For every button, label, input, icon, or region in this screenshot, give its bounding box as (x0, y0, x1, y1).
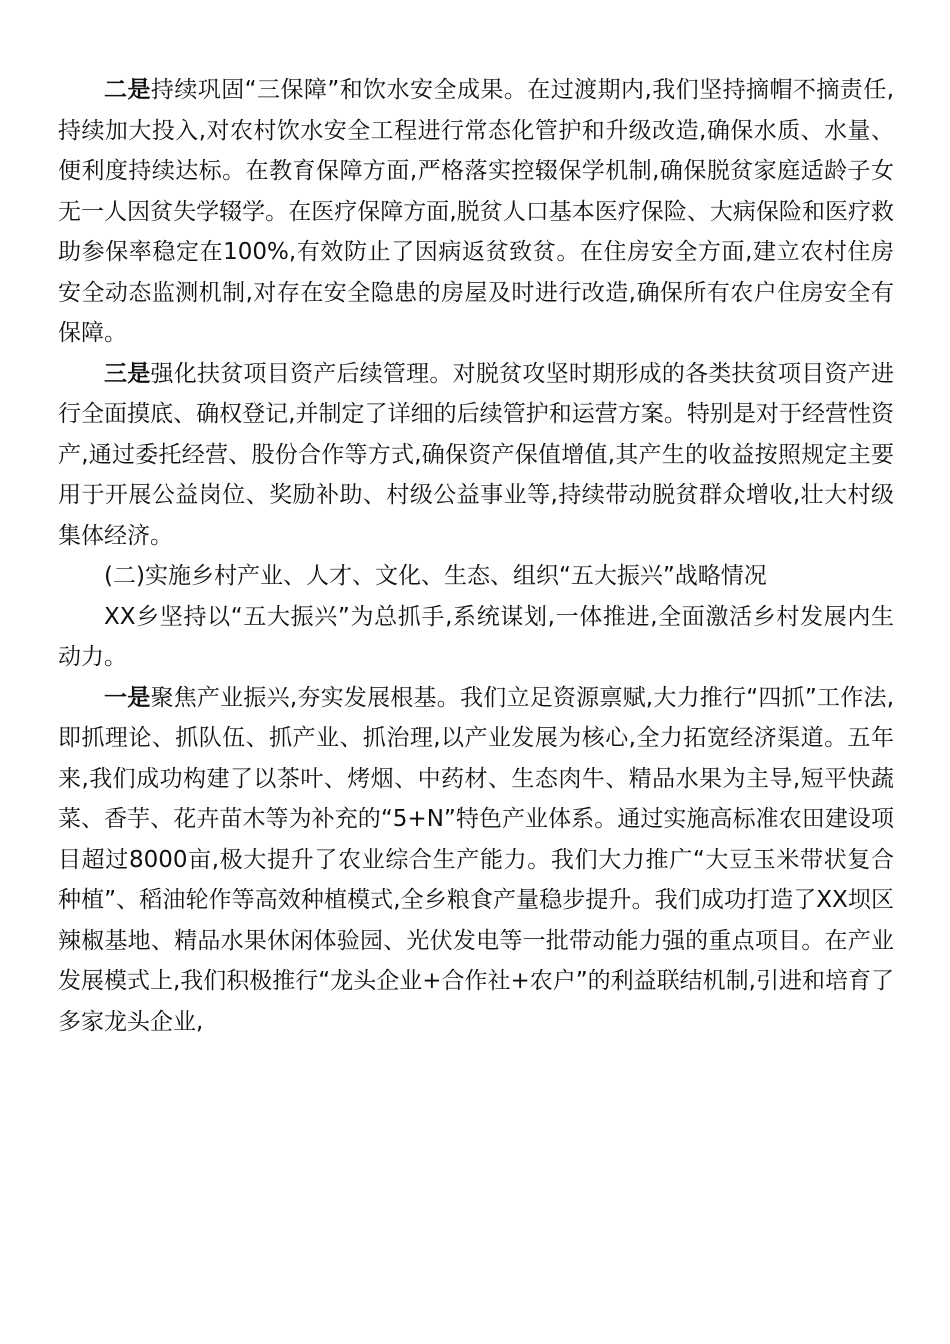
section-heading-text: (二)实施乡村产业、人才、文化、生态、组织“五大振兴”战略情况 (104, 563, 767, 589)
paragraph-text: XX乡坚持以“五大振兴”为总抓手,系统谋划,一体推进,全面激活乡村发展内生动力。 (58, 603, 894, 670)
paragraph-text: 持续巩固“三保障”和饮水安全成果。在过渡期内,我们坚持摘帽不摘责任,持续加大投入,对农村饮水安全工程进行常态化管护和升级改造,确保水质、水量、便利度持续达标。在教育保障方面,严格落实控辍保学机制,确保脱贫家庭适龄子女无一人因贫失学辍学。在医疗保障方面,脱贫人口基本医疗保险、大病保险和医疗救助参保率稳定在100%,有效防止了因病返贫致贫。在住房安全方面,建立农村住房安全动态监测机制,对存在安全隐患的房屋及时进行改造,确保所有农户住房安全有保障。 (58, 77, 895, 346)
paragraph-item (58, 678, 894, 1043)
paragraph-text: 聚焦产业振兴,夯实发展根基。我们立足资源禀赋,大力推行“四抓”工作法,即抓理论、抓队伍、抓产业、抓治理,以产业发展为核心,全力拓宽经济渠道。五年来,我们成功构建了以茶叶、烤烟、中药材、生态肉牛、精品水果为主导,短平快蔬菜、香芋、花卉苗木等为补充的“5+N”特色产业体系。通过实施高标准农田建设项目超过8000亩,极大提升了农业综合生产能力。我们大力推广“大豆玉米带状复合种植”、稻油轮作等高效种植模式,全乡粮食产量稳步提升。我们成功打造了XX坝区辣椒基地、精品水果休闲体验园、光伏发电等一批带动能力强的重点项目。在产业发展模式上,我们积极推行“龙头企业+合作社+农户”的利益联结机制,引进和培育了多家龙头企业, (58, 684, 895, 1035)
paragraph-item (58, 70, 894, 354)
paragraph-text: 强化扶贫项目资产后续管理。对脱贫攻坚时期形成的各类扶贫项目资产进行全面摸底、确权登记,并制定了详细的后续管护和运营方案。特别是对于经营性资产,通过委托经营、股份合作等方式,确保资产保值增值,其产生的收益按照规定主要用于开展公益岗位、奖励补助、村级公益事业等,持续带动脱贫群众增收,壮大村级集体经济。 (58, 360, 895, 549)
paragraph-item (58, 354, 894, 557)
document-page (58, 70, 894, 1042)
paragraph-lead: 三是 (104, 360, 151, 387)
paragraph-lead: 二是 (104, 77, 151, 103)
paragraph-item (58, 597, 894, 678)
section-heading (58, 556, 894, 597)
paragraph-lead: 一是 (104, 684, 151, 711)
